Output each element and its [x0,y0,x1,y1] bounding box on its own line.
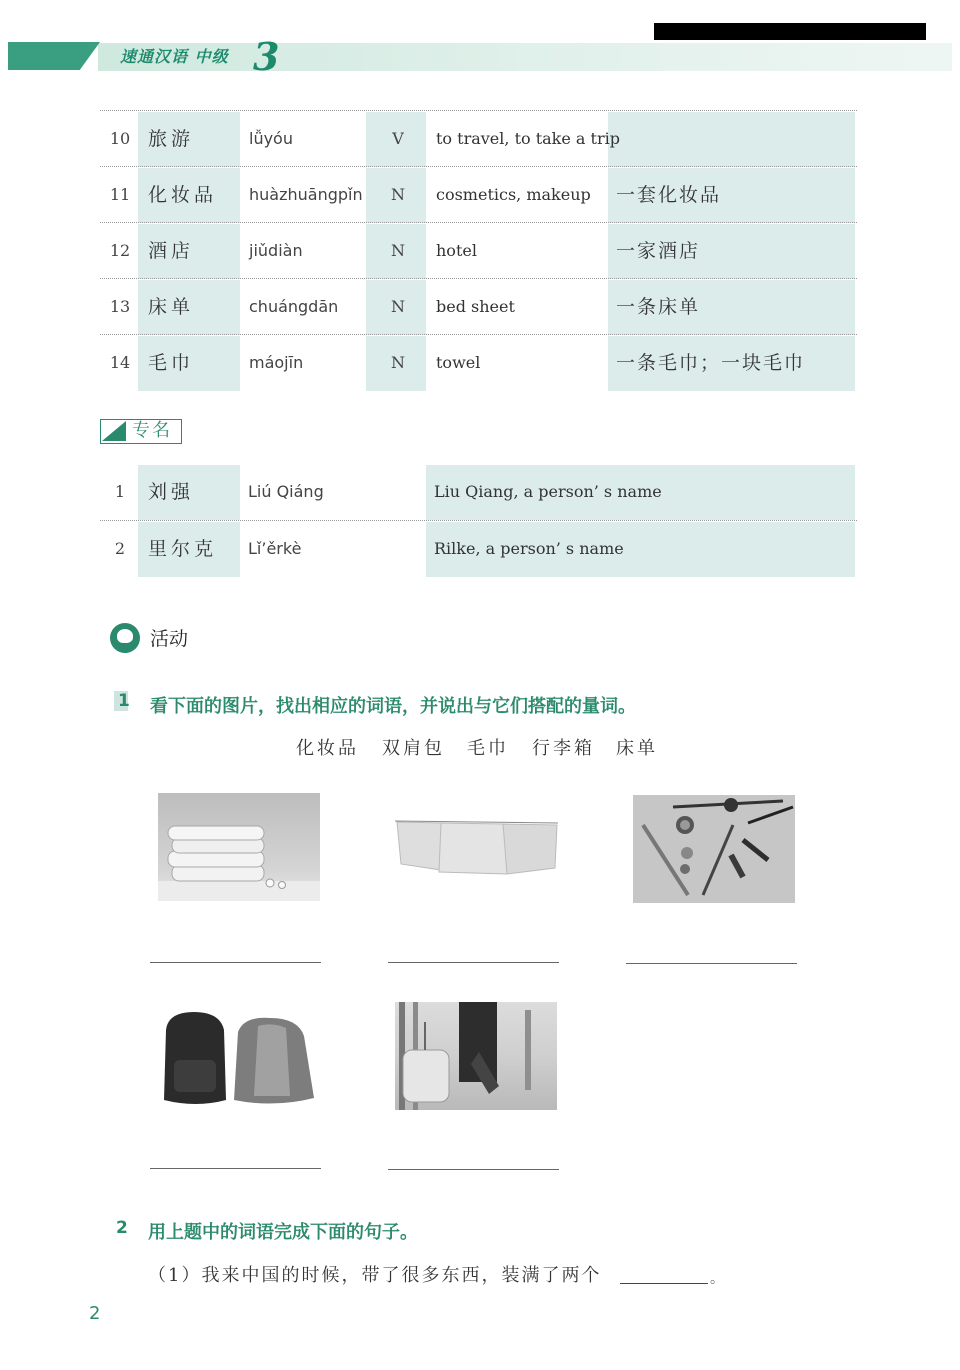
proper-name-num: 2 [114,539,126,558]
vocab-hanzi: 酒店 [148,240,195,262]
vocab-row [100,334,857,391]
question-1-number: 1 [118,691,130,711]
vocab-row [100,110,857,167]
proper-name-english: Rilke, a person’ s name [434,539,624,558]
vocab-example: 一套化妆品 [616,184,722,206]
vocab-row [100,166,857,223]
bed-sheets-photo [395,818,558,876]
proper-name-pinyin: Liú Qiáng [248,482,324,501]
proper-names-label: 专名 [132,420,172,441]
vocab-num: 14 [109,353,131,372]
header-accent [8,42,100,70]
proper-name-pinyin: Lǐ’ěrkè [248,539,302,558]
sentence-answer-blank[interactable] [620,1283,708,1284]
vocab-example: 一条床单 [616,296,701,318]
vocab-english: hotel [436,241,477,260]
answer-blank[interactable] [150,962,321,963]
towels-photo [158,793,320,901]
vocab-pos: N [391,353,405,372]
vocab-num: 12 [109,241,131,260]
sentence-end-mark: 。 [710,1271,724,1287]
word-option: 化妆品 [296,738,359,759]
vocab-hanzi: 化妆品 [148,184,218,206]
vocab-example: 一家酒店 [616,240,701,262]
proper-name-hanzi: 刘强 [148,481,195,503]
activities-heading: 活动 [150,628,189,650]
suitcase-photo [395,1002,557,1110]
vocab-hanzi: 旅游 [148,128,195,150]
vocab-pos: N [391,185,405,204]
word-option: 双肩包 [382,738,445,759]
fill-in-sentence: （1）我来中国的时候，带了很多东西，装满了两个 [148,1265,602,1286]
answer-blank[interactable] [388,962,559,963]
page-number: 2 [89,1303,101,1324]
redaction-bar [654,23,926,40]
word-option: 床单 [616,738,658,759]
word-option: 毛巾 [467,738,509,759]
proper-name-hanzi: 里尔克 [148,538,218,560]
vocab-pinyin: lǚyóu [249,129,293,148]
vocab-row [100,222,857,279]
proper-name-english: Liu Qiang, a person’ s name [434,482,662,501]
proper-name-row [100,520,857,577]
word-option: 行李箱 [532,738,595,759]
activity-icon-inner [117,629,133,643]
question-2-text: 用上题中的词语完成下面的句子。 [148,1222,418,1243]
vocab-pinyin: máojīn [249,353,304,372]
vocab-pos: V [392,129,404,148]
vocab-english: towel [436,353,481,372]
vocab-english: cosmetics, makeup [436,185,591,204]
vocab-english: bed sheet [436,297,515,316]
question-1-text: 看下面的图片，找出相应的词语，并说出与它们搭配的量词。 [150,696,636,717]
cosmetics-photo [633,795,795,903]
vocab-pinyin: jiǔdiàn [249,241,303,260]
vocab-hanzi: 床单 [148,296,195,318]
vocab-row [100,278,857,335]
vocab-hanzi: 毛巾 [148,352,195,374]
book-title: 速通汉语 中级 [120,47,229,66]
backpacks-photo [158,1008,320,1110]
vocab-num: 10 [109,129,131,148]
vocab-pinyin: chuángdān [249,297,339,316]
answer-blank[interactable] [626,963,797,964]
answer-blank[interactable] [150,1168,321,1169]
vocab-num: 11 [109,185,131,204]
question-2-number: 2 [116,1218,128,1238]
vocab-pinyin: huàzhuāngpǐn [249,185,363,204]
vocab-pos: N [391,241,405,260]
vocab-english: to travel, to take a trip [436,129,620,148]
volume-number: 3 [253,34,280,79]
answer-blank[interactable] [388,1169,559,1170]
vocab-pos: N [391,297,405,316]
proper-name-row [100,464,857,520]
vocab-example: 一条毛巾；一块毛巾 [616,352,806,374]
vocab-num: 13 [109,297,131,316]
proper-name-num: 1 [114,482,126,501]
